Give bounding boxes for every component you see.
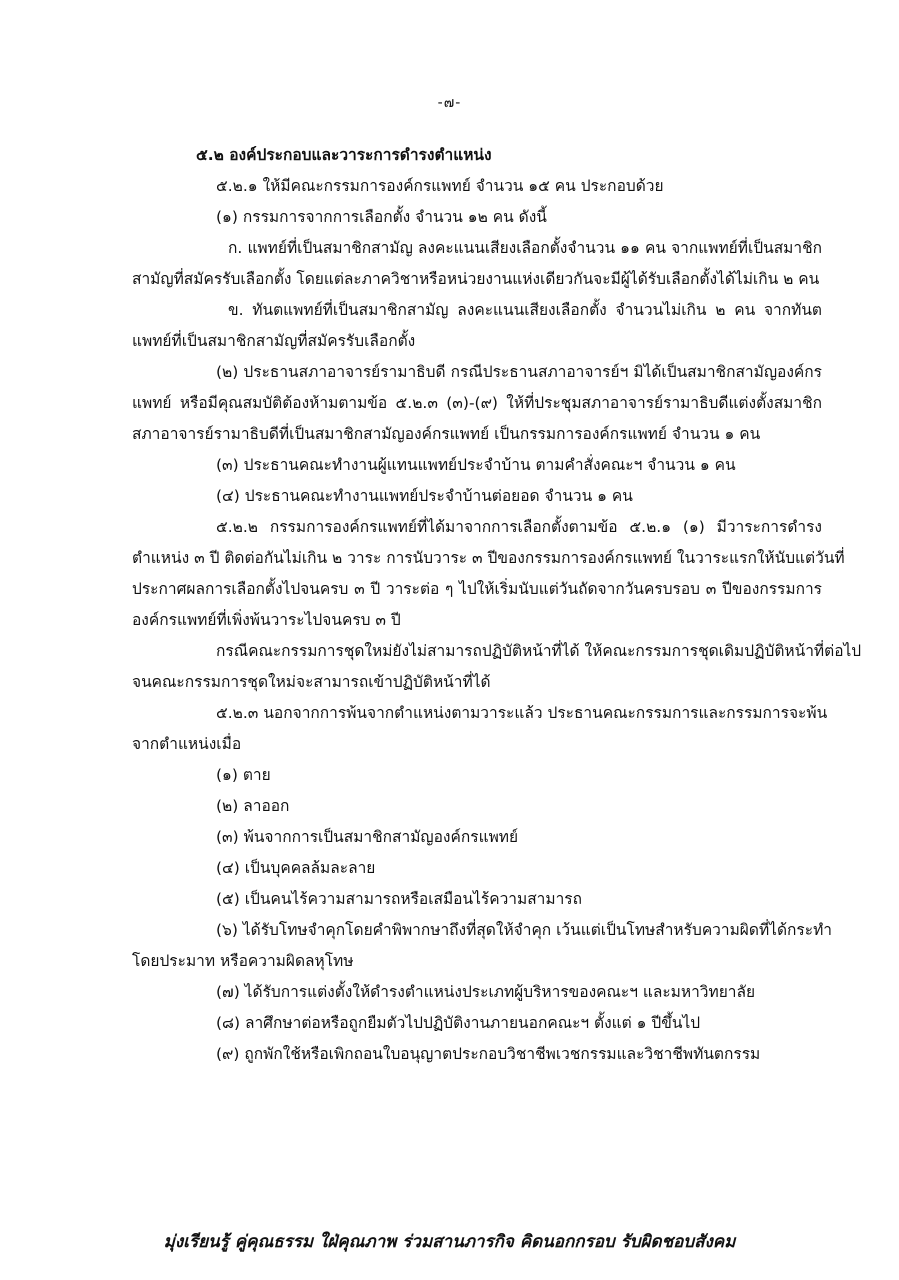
clause-5-2-1-item-1a-line-2: สามัญที่สมัครรับเลือกตั้ง โดยแต่ละภาควิชาหรือหน่วยงานแห่งเดียวกันจะมีผู้ได้รับเลือกตั้งได้ไม่เกิน ๒ คน <box>132 270 820 288</box>
clause-5-2-2-line-1: ๕.๒.๒ กรรมการองค์กรแพทย์ที่ได้มาจากการเลือกตั้งตามข้อ ๕.๒.๑ (๑) มีวาระการดำรง <box>216 518 822 536</box>
clause-5-2-3-line-2: จากตำแหน่งเมื่อ <box>132 735 242 753</box>
clause-5-2-3-item-3: (๓) พ้นจากการเป็นสมาชิกสามัญองค์กรแพทย์ <box>216 828 519 846</box>
clause-5-2-1-item-1a-line-1: ก. แพทย์ที่เป็นสมาชิกสามัญ ลงคะแนนเสียงเลือกตั้งจำนวน ๑๑ คน จากแพทย์ที่เป็นสมาชิก <box>228 239 822 257</box>
footer-motto: มุ่งเรียนรู้ คู่คุณธรรม ใฝ่คุณภาพ ร่วมสานภารกิจ คิดนอกกรอบ รับผิดชอบสังคม <box>163 1232 736 1252</box>
clause-5-2-3-item-5: (๕) เป็นคนไร้ความสามารถหรือเสมือนไร้ความสามารถ <box>216 890 582 908</box>
clause-5-2-3-item-4: (๔) เป็นบุคคลล้มละลาย <box>216 859 376 877</box>
clause-5-2-2-para-2-line-1: กรณีคณะกรรมการชุดใหม่ยังไม่สามารถปฏิบัติหน้าที่ได้ ให้คณะกรรมการชุดเดิมปฏิบัติหน้าที่ต่อไป <box>216 642 862 660</box>
clause-5-2-1-item-1b-line-2: แพทย์ที่เป็นสมาชิกสามัญที่สมัครรับเลือกตั้ง <box>132 332 416 350</box>
clause-5-2-1-item-2-line-3: สภาอาจารย์รามาธิบดีที่เป็นสมาชิกสามัญองค์กรแพทย์ เป็นกรรมการองค์กรแพทย์ จำนวน ๑ คน <box>132 425 761 443</box>
clause-5-2-1-item-1: (๑) กรรมการจากการเลือกตั้ง จำนวน ๑๒ คน ดังนี้ <box>216 208 547 226</box>
document-body <box>132 140 862 1070</box>
clause-5-2-1-title: ๕.๒.๑ ให้มีคณะกรรมการองค์กรแพทย์ จำนวน ๑๕ คน ประกอบด้วย <box>216 177 664 195</box>
clause-5-2-3-item-7: (๗) ได้รับการแต่งตั้งให้ดำรงตำแหน่งประเภทผู้บริหารของคณะฯ และมหาวิทยาลัย <box>216 983 756 1001</box>
clause-5-2-2-line-3: ประกาศผลการเลือกตั้งไปจนครบ ๓ ปี วาระต่อ ๆ ไปให้เริ่มนับแต่วันถัดจากวันครบรอบ ๓ ปีของกรรมการ <box>132 580 822 598</box>
clause-5-2-3-item-9: (๙) ถูกพักใช้หรือเพิกถอนใบอนุญาตประกอบวิชาชีพเวชกรรมและวิชาชีพทันตกรรม <box>216 1045 761 1063</box>
clause-5-2-3-item-2: (๒) ลาออก <box>216 797 290 815</box>
clause-5-2-1-item-1b-line-1: ข. ทันตแพทย์ที่เป็นสมาชิกสามัญ ลงคะแนนเสียงเลือกตั้ง จำนวนไม่เกิน ๒ คน จากทันต <box>228 301 822 319</box>
clause-5-2-3-item-8: (๘) ลาศึกษาต่อหรือถูกยืมตัวไปปฏิบัติงานภายนอกคณะฯ ตั้งแต่ ๑ ปีขึ้นไป <box>216 1014 701 1032</box>
clause-5-2-1-item-2-line-2: แพทย์ หรือมีคุณสมบัติต้องห้ามตามข้อ ๕.๒.๓ (๓)-(๙) ให้ที่ประชุมสภาอาจารย์รามาธิบดีแต่งตั้งสมาชิก <box>132 394 822 412</box>
clause-5-2-2-line-2: ตำแหน่ง ๓ ปี ติดต่อกันไม่เกิน ๒ วาระ การนับวาระ ๓ ปีของกรรมการองค์กรแพทย์ ในวาระแรกให้นับแต่วันที่ <box>132 549 845 567</box>
clause-5-2-3-item-6-line-1: (๖) ได้รับโทษจำคุกโดยคำพิพากษาถึงที่สุดให้จำคุก เว้นแต่เป็นโทษสำหรับความผิดที่ได้กระทำ <box>216 921 832 939</box>
clause-5-2-3-item-1: (๑) ตาย <box>216 766 271 784</box>
clause-5-2-2-line-4: องค์กรแพทย์ที่เพิ่งพ้นวาระไปจนครบ ๓ ปี <box>132 611 401 629</box>
clause-5-2-2-para-2-line-2: จนคณะกรรมการชุดใหม่จะสามารถเข้าปฏิบัติหน้าที่ได้ <box>132 673 491 691</box>
clause-5-2-3-line-1: ๕.๒.๓ นอกจากการพ้นจากตำแหน่งตามวาระแล้ว ประธานคณะกรรมการและกรรมการจะพ้น <box>216 704 828 722</box>
clause-5-2-1-item-4: (๔) ประธานคณะทำงานแพทย์ประจำบ้านต่อยอด จำนวน ๑ คน <box>216 487 633 505</box>
clause-5-2-1-item-2-line-1: (๒) ประธานสภาอาจารย์รามาธิบดี กรณีประธานสภาอาจารย์ฯ มิได้เป็นสมาชิกสามัญองค์กร <box>216 363 822 381</box>
page-number: -๗- <box>437 95 462 111</box>
section-heading: ๕.๒ องค์ประกอบและวาระการดำรงตำแหน่ง <box>196 146 492 164</box>
clause-5-2-1-item-3: (๓) ประธานคณะทำงานผู้แทนแพทย์ประจำบ้าน ตามคำสั่งคณะฯ จำนวน ๑ คน <box>216 456 736 474</box>
clause-5-2-3-item-6-line-2: โดยประมาท หรือความผิดลหุโทษ <box>132 952 354 970</box>
